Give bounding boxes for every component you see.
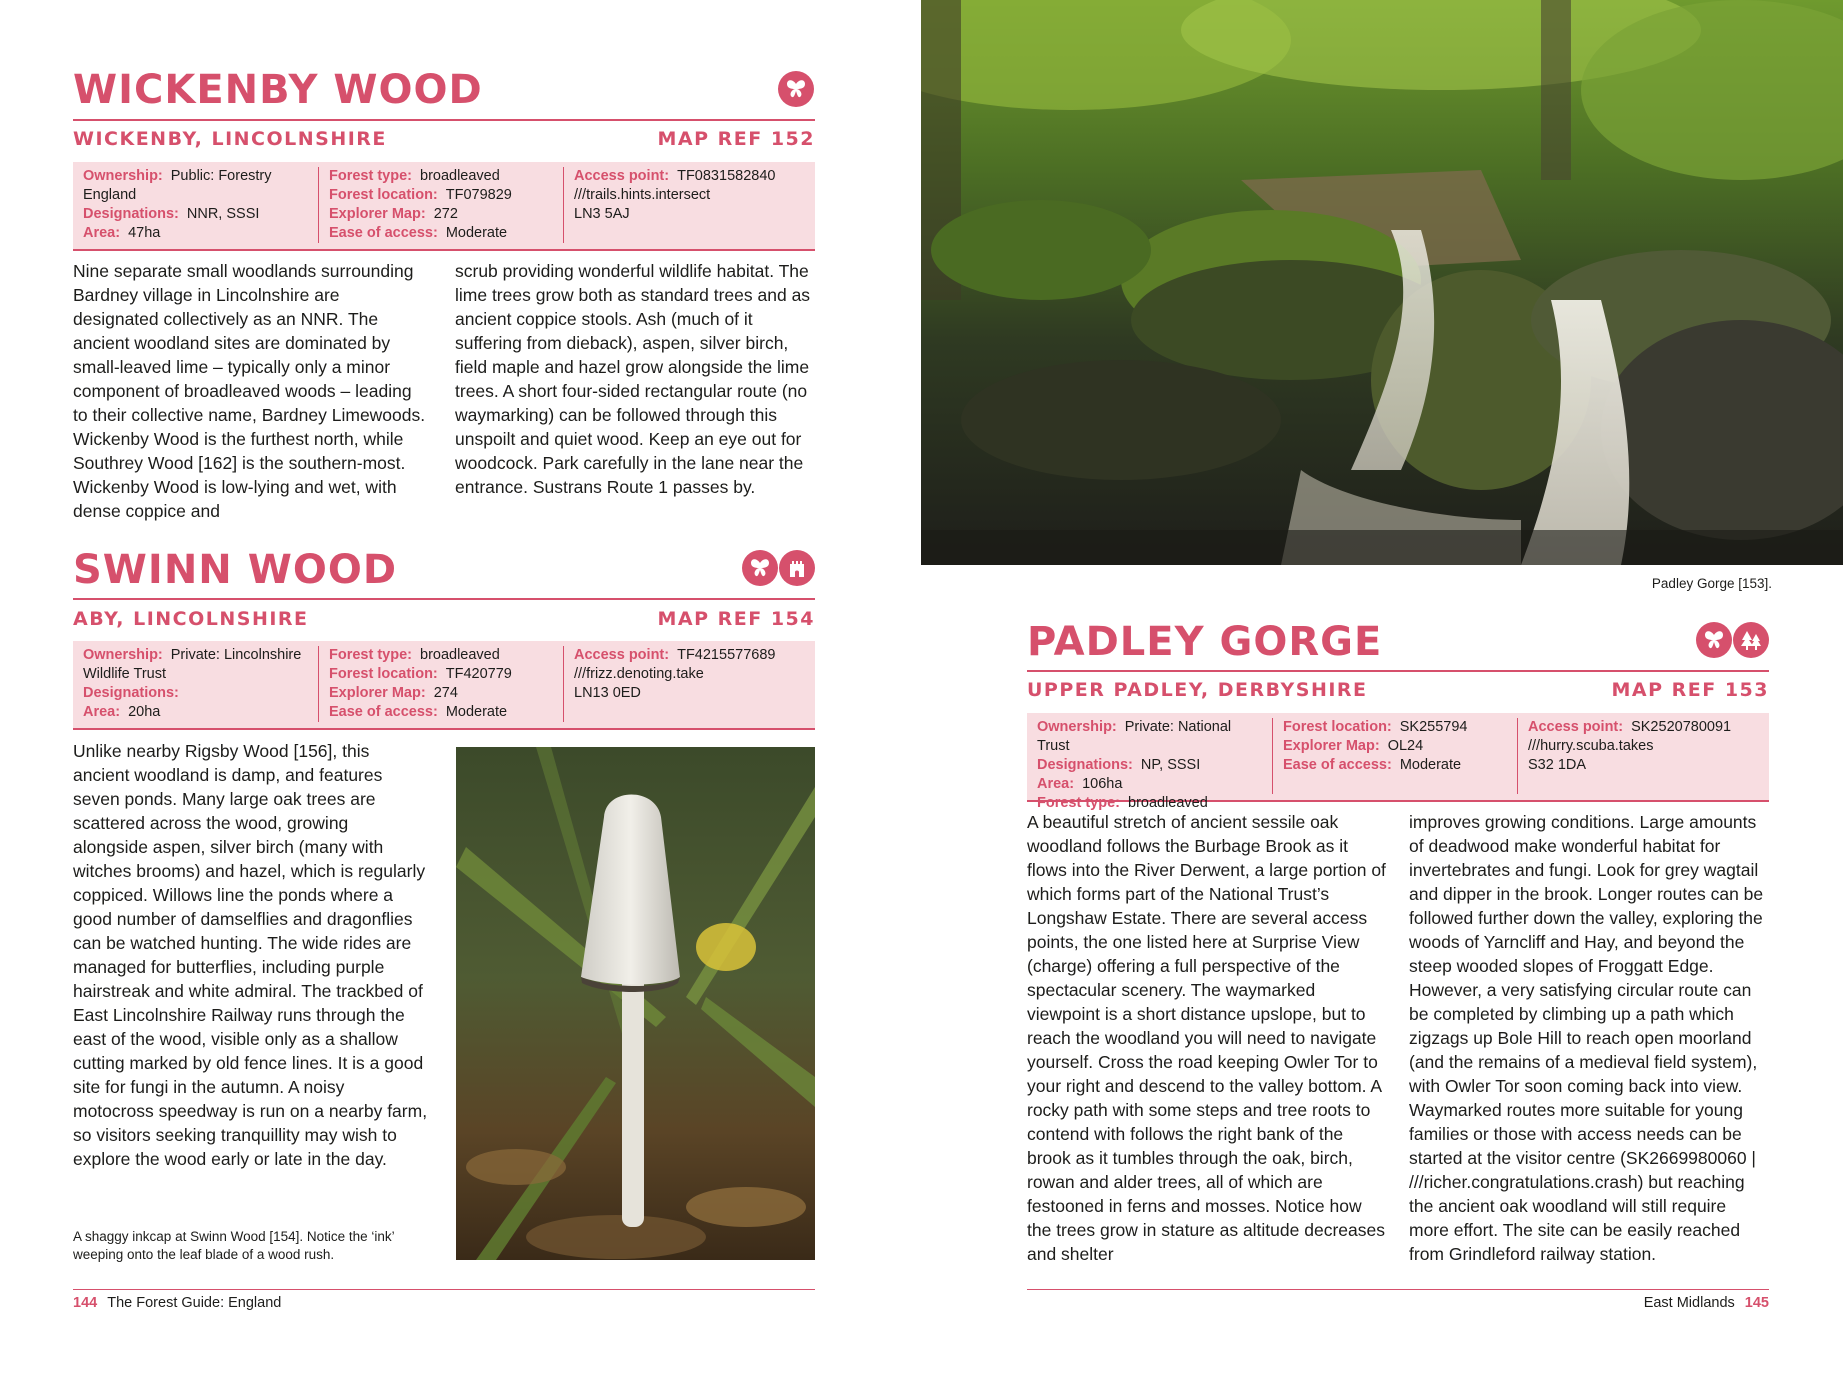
trees-icon bbox=[1733, 622, 1769, 658]
section-location: UPPER PADLEY, DERBYSHIRE bbox=[1027, 679, 1368, 701]
body-text-column: Nine separate small woodlands surrounding Bardney village in Lincolnshire are designated collectively as an NNR. The ancient woodland sites are dominated by small-leaved lime – typically only a minor component of broadleaved woods – leading to their collective name, Bardney Limewoods. Wickenby Wood is the furthest north, while Southrey Wood [162] is the southern-most. Wickenby Wood is low-lying and wet, with dense coppice and bbox=[73, 261, 426, 521]
page-number: 145 bbox=[1744, 1295, 1769, 1311]
book-title: The Forest Guide: England bbox=[107, 1295, 282, 1311]
region-name: East Midlands bbox=[1643, 1295, 1735, 1311]
section-title-padley-gorge: PADLEY GORGE bbox=[1027, 619, 1383, 665]
map-ref: MAP REF 153 bbox=[1611, 679, 1769, 701]
section-location: WICKENBY, LINCOLNSHIRE bbox=[73, 128, 387, 150]
photo-padley-gorge bbox=[921, 0, 1843, 565]
page-number: 144 bbox=[73, 1295, 98, 1311]
section-title-wickenby-wood: WICKENBY WOOD bbox=[73, 67, 483, 113]
body-text-column: improves growing conditions. Large amounts of deadwood make wonderful habitat for invertebrates and fungi. Look for grey wagtail and dipper in the brook. Longer routes can be followed further down the valley, exploring the woods of Yarncliff and Hay, and beyond the steep wooded slopes of Froggatt Edge. However, a very satisfying circular route can be completed by climbing up a path which zigzags up Bole Hill to reach open moorland (and the remains of a medieval field system), with Owler Tor soon coming back into view. Waymarked routes more suitable for young families or those with access needs can be started at the visitor centre (SK2669980060 | ///richer.congratulations.crash) but reaching the ancient oak woodland will still require more effort. The site can be easily reached from Grindleford railway station. bbox=[1409, 812, 1764, 1264]
castle-icon bbox=[779, 550, 815, 586]
info-box: Ownership: Private: National Trust Designations: NP, SSSI Area: 106ha Forest type: broadleaved Forest location: SK255794 Explorer Map: OL24 Ease of access: Moderate Access point: SK2520780091 ///hurry.scuba.takes S32 1DA bbox=[1027, 713, 1769, 802]
info-box: Ownership: Public: Forestry England Designations: NNR, SSSI Area: 47ha Forest type: broadleaved Forest location: TF079829 Explorer Map: 272 Ease of access: Moderate Access point: TF0831582840 ///trails.hints.intersect LN3 5AJ bbox=[73, 162, 815, 251]
footer-left bbox=[73, 1295, 281, 1311]
photo-caption: Padley Gorge [153]. bbox=[1651, 576, 1772, 591]
section-title-swinn-wood: SWINN WOOD bbox=[73, 547, 398, 593]
body-text-column: Unlike nearby Rigsby Wood [156], this ancient woodland is damp, and features seven ponds. Many large oak trees are scattered across the wood, growing alongside aspen, silver birch (many with witches brooms) and hazel, which is regularly coppiced. Willows line the ponds where a good number of damselflies and dragonflies can be watched hunting. The wide rides are managed for butterflies, including purple hairstreak and white admiral. The trackbed of East Lincolnshire Railway runs through the east of the wood, visible only as a shallow cutting marked by old fence lines. It is a good site for fungi in the autumn. A noisy motocross speedway is run on a nearby farm, so visitors seeking tranquillity may wish to explore the wood early or late in the day. bbox=[73, 741, 428, 1169]
info-box: Ownership: Private: Lincolnshire Wildlife Trust Designations: Area: 20ha Forest type: broadleaved Forest location: TF420779 Explorer Map: 274 Ease of access: Moderate Access point: TF4215577689 ///frizz.denoting.take LN13 0ED bbox=[73, 641, 815, 730]
photo-caption: A shaggy inkcap at Swinn Wood [154]. Notice the ‘ink’ weeping onto the leaf blade of a wood rush. bbox=[73, 1229, 395, 1262]
body-text-column: scrub providing wonderful wildlife habitat. The lime trees grow both as standard trees and as ancient coppice stools. Ash (much of it suffering from dieback), aspen, silver birch, field maple and hazel grow alongside the lime trees. A short four-sided rectangular route (no waymarking) can be followed through this unspoilt and quiet wood. Keep an eye out for woodcock. Park carefully in the lane near the entrance. Sustrans Route 1 passes by. bbox=[455, 261, 811, 497]
butterfly-icon bbox=[742, 550, 778, 586]
butterfly-icon bbox=[1696, 622, 1732, 658]
body-text-column: A beautiful stretch of ancient sessile oak woodland follows the Burbage Brook as it flows into the River Derwent, a large portion of which forms part of the National Trust’s Longshaw Estate. There are several access points, the one listed here at Surprise View (charge) offering a full perspective of the spectacular scenery. The waymarked viewpoint is a short distance upslope, but to reach the woodland you will need to navigate yourself. Cross the road keeping Owler Tor to your right and descend to the valley bottom. A rocky path with some steps and tree roots to contend with follows the right bank of the brook as it tumbles through the oak, birch, rowan and alder trees, all of which are festooned in ferns and mosses. Notice how the trees grow in stature as altitude decreases and shelter bbox=[1027, 812, 1386, 1264]
section-location: ABY, LINCOLNSHIRE bbox=[73, 608, 309, 630]
map-ref: MAP REF 152 bbox=[657, 128, 815, 150]
map-ref: MAP REF 154 bbox=[657, 608, 815, 630]
photo-shaggy-inkcap bbox=[456, 747, 815, 1260]
footer-right bbox=[1027, 1295, 1769, 1311]
butterfly-icon bbox=[778, 71, 814, 107]
